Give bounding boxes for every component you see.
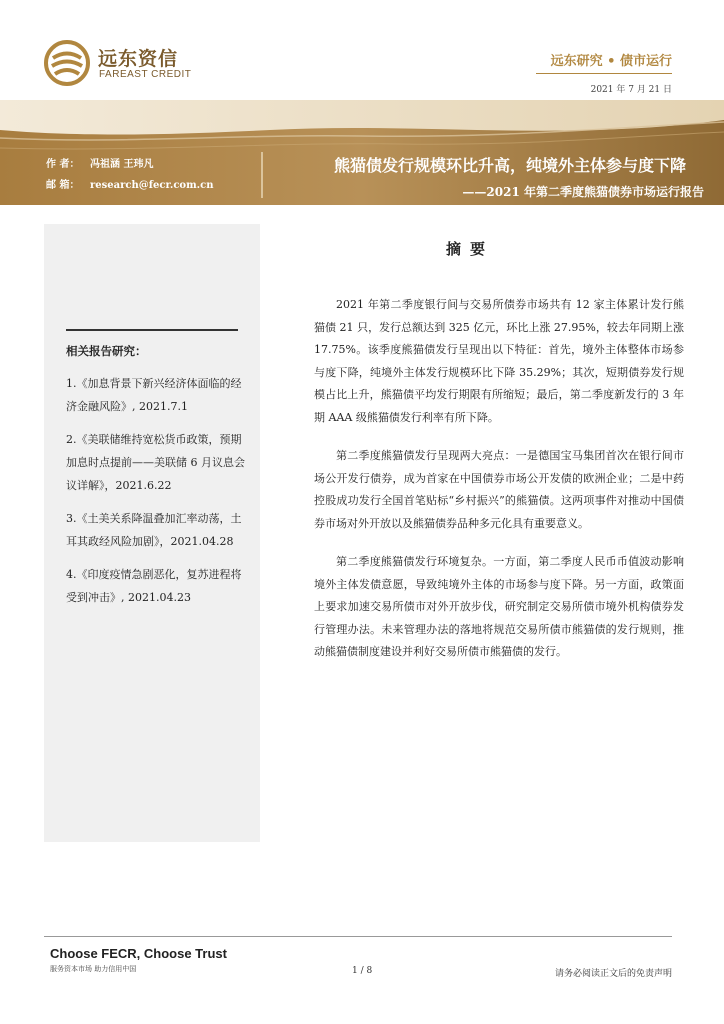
related-report-item[interactable]: 3.《土美关系降温叠加汇率动荡，土耳其政经风险加剧》，2021.04.28 xyxy=(66,512,242,548)
brand-name-cn: 远东资信 xyxy=(98,48,179,70)
report-subtitle: ——2021 年第二季度熊猫债券市场运行报告 xyxy=(462,185,704,199)
related-report-item[interactable]: 2.《美联储维持宽松货币政策，预期加息时点提前——美联储 6 月议息会议详解》，2021.6.22 xyxy=(66,433,245,492)
author-line xyxy=(46,155,153,170)
page-number: 1 / 8 xyxy=(352,966,373,976)
related-report-item[interactable]: 4.《印度疫情急剧恶化，复苏进程将受到冲击》, 2021.04.23 xyxy=(66,568,242,604)
author-label: 作 者： xyxy=(46,159,80,170)
email-address[interactable]: research@fecr.com.cn xyxy=(90,180,214,191)
related-reports-heading: 相关报告研究： xyxy=(66,344,147,358)
footer-divider xyxy=(44,936,672,937)
report-date: 2021 年 7 月 21 日 xyxy=(590,85,672,95)
abstract-body xyxy=(314,294,684,680)
related-reports-list xyxy=(66,372,246,619)
abstract-heading: 摘要 xyxy=(446,240,495,258)
header-divider xyxy=(536,73,672,74)
footer-motto: 服务资本市场 助力信用中国 xyxy=(50,965,137,973)
disclaimer-note: 请务必阅读正文后的免责声明 xyxy=(554,969,672,979)
abstract-paragraph: 第二季度熊猫债发行呈现两大亮点：一是德国宝马集团首次在银行间市场公开发行债券，成为首家在中国债券市场公开发债的欧洲企业；二是中药控股成功发行全国首笔贴标“乡村振兴”的熊猫债。这两项事件对推动中国债券市场对外开放以及熊猫债券品种多元化具有重要意义。 xyxy=(314,449,684,530)
email-line xyxy=(46,176,214,191)
sidebar-divider xyxy=(66,329,238,331)
report-title: 熊猫债发行规模环比升高，纯境外主体参与度下降 xyxy=(333,156,686,175)
author-names: 冯祖涵 王玮凡 xyxy=(90,159,154,170)
email-label: 邮 箱： xyxy=(46,180,80,191)
brand-name-en: FAREAST CREDIT xyxy=(99,69,192,80)
fareast-logo-icon xyxy=(44,40,90,86)
footer-slogan: Choose FECR, Choose Trust xyxy=(50,946,227,961)
abstract-paragraph: 第二季度熊猫债发行环境复杂。一方面，第二季度人民币币值波动影响境外主体发债意愿，导致纯境外主体的市场参与度下降。另一方面，政策面上要求加速交易所债市对外开放步伐，研究制定交易所债市境外机构债券发行管理办法。未来管理办法的落地将规范交易所债市熊猫债的发行规则，推动熊猫债制度建设并利好交易所债市熊猫债的发行。 xyxy=(314,555,684,658)
related-reports-sidebar xyxy=(44,224,260,842)
abstract-paragraph: 2021 年第二季度银行间与交易所债券市场共有 12 家主体累计发行熊猫债 21 只，发行总额达到 325 亿元，环比上涨 27.95%，较去年同期上涨 17.75%。该季度熊猫债发行呈现出以下特征：首先，境外主体整体市场参与度下降，纯境外主体发行规模环比下降 35.29%；其次，短期债券发行规模占比上升，熊猫债平均发行期限有所缩短；最后，第二季度新发行的 3 年期 AAA 级熊猫债发行利率有所下降。 xyxy=(314,298,684,424)
related-report-item[interactable]: 1.《加息背景下新兴经济体面临的经济金融风险》, 2021.7.1 xyxy=(66,377,242,413)
report-series: 远东研究 • 债市运行 xyxy=(550,54,672,69)
